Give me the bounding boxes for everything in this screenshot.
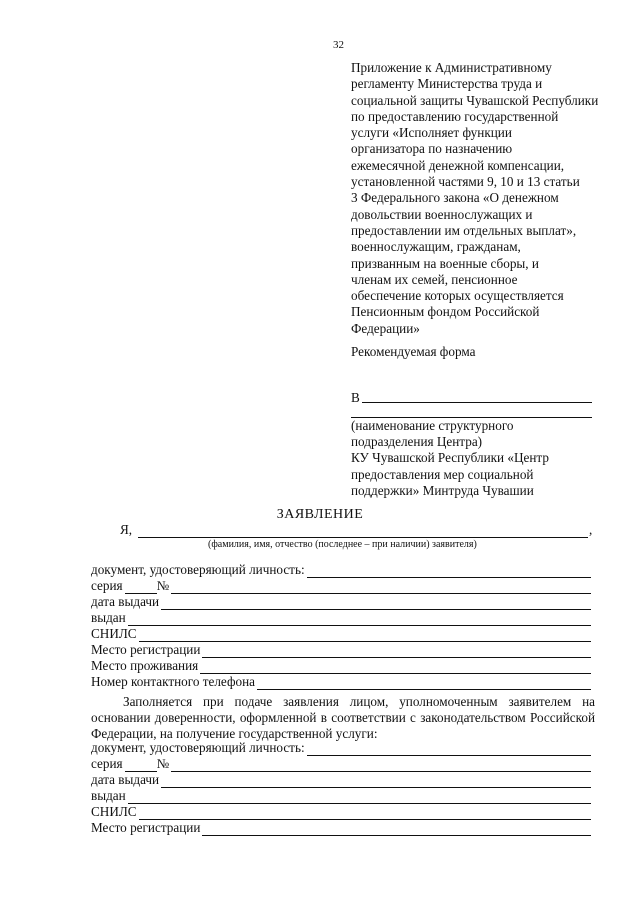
registration-field[interactable] [202,823,591,836]
field-label: Место регистрации [91,642,201,657]
proxy-registration-row[interactable] [91,820,591,836]
appendix-line: призванным на военные сборы, и [351,255,539,271]
field-label: СНИЛС [91,804,137,819]
appendix-line: Приложение к Административному [351,60,552,75]
applicant-residence-row[interactable] [91,658,591,674]
appendix-line: Пенсионным фондом Российской [351,304,540,320]
applicant-comma: , [589,522,593,537]
series-field[interactable] [125,759,157,772]
field-label: № [156,578,170,593]
proxy-snils-row[interactable] [91,804,591,820]
number-field[interactable] [171,581,591,594]
field-label: Место проживания [91,658,199,673]
org-line: предоставления мер социальной [351,466,534,482]
appendix-line: по предоставлению государственной [351,108,559,124]
applicant-registration-row[interactable] [91,642,591,658]
issued-by-field[interactable] [128,791,591,804]
applicant-doc-row[interactable] [91,562,591,578]
field-label: документ, удостоверяющий личность: [91,740,305,755]
appendix-line: услуги «Исполняет функции [351,125,512,141]
applicant-snils-row[interactable] [91,626,591,642]
applicant-prefix: Я, [120,522,133,537]
proxy-issued-by-row[interactable] [91,788,591,804]
issue-date-field[interactable] [161,597,591,610]
proxy-series-row[interactable] [91,756,591,772]
appendix-line: членам их семей, пенсионное [351,271,518,287]
addressee-organization [351,418,601,499]
applicant-phone-row[interactable] [91,674,591,690]
field-label: дата выдачи [91,594,160,609]
applicant-issue-date-row[interactable] [91,594,591,610]
org-line: подразделения Центра) [351,434,483,450]
applicant-name-hint: (фамилия, имя, отчество (последнее – при наличии) заявителя) [208,539,477,550]
org-line: (наименование структурного [351,418,514,433]
paragraph-line: Заполняется при подаче заявления лицом, уполномоченным заявителем на [123,694,595,709]
document-title: ЗАЯВЛЕНИЕ [276,507,364,522]
addressee-prefix: В [351,390,360,405]
issued-by-field[interactable] [128,613,591,626]
series-field[interactable] [125,581,157,594]
number-field[interactable] [171,759,591,772]
applicant-name-field[interactable] [138,537,588,538]
field-label: № [156,756,170,771]
appendix-line: обеспечение которых осуществляется [351,288,564,304]
appendix-line: установленной частями 9, 10 и 13 статьи [351,174,580,190]
page-number: 32 [333,39,344,51]
field-label: Место регистрации [91,820,201,835]
appendix-line: довольствии военнослужащих и [351,206,533,222]
appendix-line: предоставлении им отдельных выплат», [351,222,577,238]
doc-field[interactable] [307,565,591,578]
field-label: документ, удостоверяющий личность: [91,562,305,577]
proxy-issue-date-row[interactable] [91,772,591,788]
appendix-line: военнослужащим, гражданам, [351,239,521,255]
appendix-line: ежемесячной денежной компенсации, [351,157,565,173]
paragraph-line: основании доверенности, оформленной в соответствии с законодательством Российской [91,710,595,726]
snils-field[interactable] [139,629,591,642]
field-label: СНИЛС [91,626,137,641]
appendix-line: организатора по назначению [351,141,513,157]
doc-field[interactable] [307,743,591,756]
applicant-series-row[interactable] [91,578,591,594]
org-line: КУ Чувашской Республики «Центр [351,450,549,466]
issue-date-field[interactable] [161,775,591,788]
phone-field[interactable] [257,677,591,690]
field-label: выдан [91,610,126,625]
field-label: серия [91,756,123,771]
appendix-line: социальной защиты Чувашской Республики [351,92,599,108]
snils-field[interactable] [139,807,591,820]
proxy-doc-row[interactable] [91,740,591,756]
recommended-form-label: Рекомендуемая форма [351,344,476,359]
paragraph-line: Федерации, на получение государственной услуги: [91,726,378,742]
appendix-line: регламенту Министерства труда и [351,76,543,92]
appendix-line: 3 Федерального закона «О денежном [351,190,559,206]
org-line: поддержки» Минтруда Чувашии [351,482,534,498]
proxy-paragraph [91,694,595,743]
appendix-line: Федерации» [351,320,420,336]
appendix-header [351,60,611,337]
applicant-issued-by-row[interactable] [91,610,591,626]
registration-field[interactable] [202,645,591,658]
field-label: Номер контактного телефона [91,674,255,689]
addressee-field-line-1[interactable] [362,402,592,403]
field-label: дата выдачи [91,772,160,787]
field-label: выдан [91,788,126,803]
field-label: серия [91,578,123,593]
residence-field[interactable] [200,661,591,674]
